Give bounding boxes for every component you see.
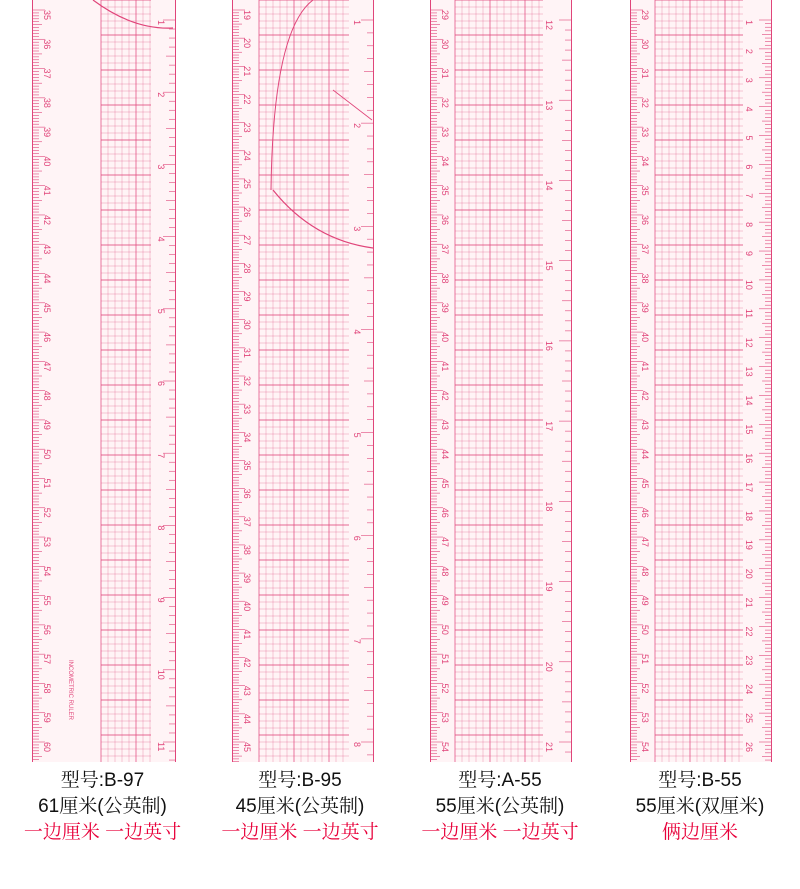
cm-number: 38 [640, 273, 650, 284]
right-number: 7 [744, 193, 754, 199]
cm-number: 57 [42, 654, 52, 665]
cm-number: 28 [242, 263, 252, 274]
right-number: 1 [744, 20, 754, 26]
cm-number: 32 [242, 376, 252, 387]
caption-b97 [0, 768, 205, 846]
right-number: 10 [156, 669, 166, 680]
sides-label: 一边厘米 一边英寸 [221, 822, 379, 843]
cm-number: 35 [640, 185, 650, 196]
cm-number: 44 [640, 449, 650, 460]
cm-number: 43 [42, 244, 52, 255]
ruler-b97-label-line1: INCOMETRIC RULER [67, 660, 73, 721]
cm-number: 36 [640, 214, 650, 225]
cm-number: 45 [42, 302, 52, 313]
right-number: 11 [744, 308, 754, 319]
cm-number: 47 [42, 361, 52, 372]
model-label: 型号:B-95 [258, 770, 342, 791]
cm-number: 55 [42, 595, 52, 606]
right-number: 15 [744, 424, 754, 435]
cm-number: 54 [440, 742, 450, 753]
cm-number: 50 [42, 449, 52, 460]
right-number: 1 [156, 20, 166, 26]
cm-number: 56 [42, 624, 52, 635]
spec-label: 55厘米(公英制) [435, 796, 565, 817]
right-number: 25 [744, 713, 754, 724]
cm-number: 44 [440, 449, 450, 460]
cm-number: 52 [640, 683, 650, 694]
cm-number: 47 [640, 537, 650, 548]
ruler-b97-label [67, 660, 73, 720]
right-number: 4 [744, 106, 754, 112]
cm-number: 42 [42, 214, 52, 225]
cm-number: 52 [440, 683, 450, 694]
cm-number: 21 [242, 66, 252, 77]
cm-number: 22 [242, 94, 252, 105]
right-number: 20 [544, 661, 554, 672]
cm-number: 26 [242, 207, 252, 218]
right-number: 16 [544, 340, 554, 351]
cm-number: 25 [242, 178, 252, 189]
cm-number: 53 [42, 537, 52, 548]
cm-number: 34 [640, 156, 650, 167]
right-number: 15 [544, 260, 554, 271]
right-number: 18 [744, 510, 754, 521]
spec-label: 55厘米(双厘米) [635, 796, 765, 817]
right-number: 19 [544, 581, 554, 592]
cm-number: 38 [42, 97, 52, 108]
right-number: 3 [156, 164, 166, 170]
right-number: 20 [744, 568, 754, 579]
cm-number: 51 [42, 478, 52, 489]
sides-label: 一边厘米 一边英寸 [421, 822, 579, 843]
cm-number: 23 [242, 122, 252, 133]
cm-number: 35 [440, 185, 450, 196]
right-number: 5 [744, 135, 754, 141]
cm-number: 37 [242, 516, 252, 527]
cm-number: 43 [242, 685, 252, 696]
cm-number: 37 [640, 244, 650, 255]
model-label: 型号:B-97 [60, 770, 145, 791]
cm-number: 46 [440, 507, 450, 518]
cm-number: 19 [242, 10, 252, 21]
right-number: 1 [352, 20, 362, 26]
curve-arc [273, 190, 373, 248]
right-number: 11 [156, 742, 166, 752]
cm-number: 41 [242, 629, 252, 640]
cm-number: 36 [242, 488, 252, 499]
cm-number: 41 [440, 361, 450, 372]
cm-number: 41 [640, 361, 650, 372]
cm-number: 42 [242, 657, 252, 668]
cm-number: 51 [440, 654, 450, 665]
cm-number: 43 [640, 419, 650, 430]
cm-number: 50 [440, 624, 450, 635]
ruler-a55 [430, 0, 572, 762]
right-number: 6 [352, 535, 362, 541]
spec-label: 61厘米(公英制) [38, 796, 167, 817]
cm-number: 31 [242, 347, 252, 358]
cm-number: 45 [640, 478, 650, 489]
cm-number: 59 [42, 712, 52, 723]
right-number: 7 [156, 453, 166, 459]
cm-number: 49 [440, 595, 450, 606]
cm-number: 40 [242, 601, 252, 612]
right-number: 4 [352, 329, 362, 335]
right-number: 13 [744, 366, 754, 377]
ruler-b55-graphic [631, 0, 771, 762]
cm-number: 40 [640, 332, 650, 343]
cm-number: 39 [42, 127, 53, 138]
right-number: 16 [744, 453, 754, 464]
cm-number: 40 [42, 156, 52, 167]
right-number: 26 [744, 742, 754, 753]
cm-number: 39 [242, 573, 252, 584]
right-number: 8 [744, 222, 754, 228]
cm-number: 29 [440, 10, 450, 21]
right-number: 17 [744, 482, 754, 493]
right-number: 2 [744, 48, 754, 54]
cm-number: 47 [440, 537, 450, 548]
right-number: 4 [156, 236, 166, 242]
right-number: 2 [156, 92, 166, 98]
caption-b55 [600, 768, 800, 846]
spec-label: 45厘米(公英制) [235, 796, 365, 817]
right-number: 10 [744, 279, 754, 290]
sides-label: 一边厘米 一边英寸 [23, 822, 182, 843]
cm-number: 34 [440, 156, 450, 167]
cm-number: 54 [640, 742, 650, 753]
cm-number: 35 [242, 460, 252, 471]
cm-number: 52 [42, 507, 52, 518]
cm-number: 36 [42, 39, 52, 50]
cm-number: 30 [440, 39, 450, 50]
right-number: 19 [744, 539, 754, 550]
cm-number: 38 [440, 273, 450, 284]
right-number: 3 [744, 77, 754, 83]
cm-number: 20 [242, 38, 252, 49]
right-number: 2 [352, 123, 362, 129]
cm-number: 24 [242, 150, 252, 161]
cm-number: 46 [640, 507, 650, 518]
right-number: 14 [544, 180, 554, 191]
cm-number: 51 [640, 654, 650, 665]
cm-number: 37 [440, 244, 450, 255]
right-number: 17 [544, 421, 554, 432]
cm-number: 29 [640, 10, 650, 21]
ruler-b55 [630, 0, 772, 762]
cm-number: 32 [640, 97, 650, 108]
cm-number: 33 [640, 127, 650, 138]
ruler-b97-graphic [33, 0, 175, 762]
cm-number: 48 [640, 566, 650, 577]
right-number: 6 [744, 164, 754, 170]
sides-label: 俩边厘米 [661, 822, 738, 843]
caption-b95 [200, 768, 400, 846]
cm-number: 45 [242, 742, 252, 753]
cm-number: 42 [440, 390, 450, 401]
right-number: 9 [744, 251, 754, 257]
cm-number: 53 [640, 712, 650, 723]
cm-number: 42 [640, 390, 650, 401]
ruler-a55-graphic [431, 0, 571, 762]
right-number: 5 [156, 308, 166, 314]
cm-number: 30 [242, 319, 252, 330]
right-number: 18 [544, 501, 554, 512]
cm-number: 44 [42, 273, 52, 284]
cm-number: 39 [440, 302, 450, 313]
cm-number: 31 [640, 68, 650, 79]
right-number: 24 [744, 684, 754, 695]
cm-number: 53 [440, 712, 450, 723]
cm-number: 44 [242, 713, 252, 724]
right-number: 6 [156, 381, 166, 387]
cm-number: 39 [640, 302, 650, 313]
right-number: 9 [156, 597, 166, 603]
cm-number: 48 [440, 566, 450, 577]
right-number: 5 [352, 432, 362, 438]
right-number: 21 [544, 742, 554, 753]
curve-arc [271, 0, 313, 190]
right-number: 12 [744, 337, 754, 348]
cm-number: 37 [42, 68, 52, 79]
cm-number: 33 [440, 127, 450, 138]
ruler-b95-graphic [233, 0, 373, 762]
cm-number: 36 [440, 214, 450, 225]
cm-number: 34 [242, 432, 252, 443]
ruler-b95 [232, 0, 374, 762]
right-number: 13 [544, 100, 554, 111]
right-number: 8 [352, 742, 362, 748]
cm-number: 45 [440, 478, 450, 489]
cm-number: 49 [640, 595, 650, 606]
cm-number: 29 [242, 291, 252, 302]
cm-number: 35 [42, 10, 52, 21]
cm-number: 38 [242, 544, 252, 555]
cm-number: 54 [42, 566, 52, 577]
cm-number: 58 [42, 683, 52, 694]
cm-number: 30 [640, 39, 650, 50]
right-number: 21 [744, 597, 754, 608]
cm-number: 31 [440, 68, 450, 79]
cm-number: 43 [440, 419, 450, 430]
cm-number: 46 [42, 332, 52, 343]
cm-number: 32 [440, 97, 450, 108]
model-label: 型号:A-55 [458, 770, 542, 791]
cm-number: 60 [42, 742, 52, 753]
ruler-b97 [32, 0, 176, 762]
right-number: 12 [544, 20, 554, 31]
cm-number: 33 [242, 404, 252, 415]
right-number: 23 [744, 655, 754, 666]
right-number: 14 [744, 395, 754, 406]
right-number: 3 [352, 226, 362, 232]
cm-number: 48 [42, 390, 52, 401]
cm-number: 41 [42, 185, 52, 196]
caption-a55 [400, 768, 600, 846]
model-label: 型号:B-55 [658, 770, 742, 791]
cm-number: 27 [242, 235, 252, 246]
right-number: 7 [352, 638, 362, 644]
right-number: 22 [744, 626, 754, 637]
cm-number: 40 [440, 332, 450, 343]
cm-number: 50 [640, 624, 650, 635]
cm-number: 49 [42, 419, 52, 430]
right-number: 8 [156, 525, 166, 531]
